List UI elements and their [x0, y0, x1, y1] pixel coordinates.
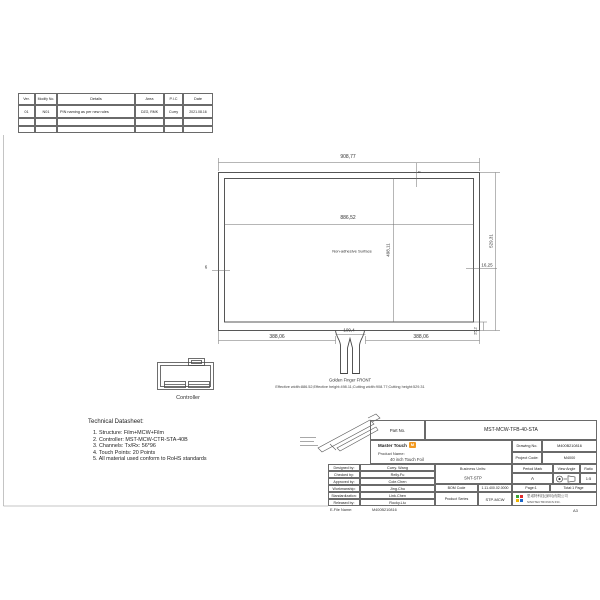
- dim-right-margin: 16,25: [481, 262, 493, 268]
- controller-sketch: [158, 359, 214, 390]
- brand-logo-icon: M: [410, 442, 415, 447]
- rev-empty: [57, 118, 135, 126]
- product-series-value: STP-MCW: [478, 492, 512, 506]
- view-angle-cell: [553, 473, 580, 484]
- signer-name: Cole.Chen: [360, 478, 435, 485]
- rev-header-ver: Ver.: [18, 93, 35, 105]
- page-value: Page:1: [512, 484, 550, 492]
- surface-label: Non-adhesive Surface: [332, 248, 372, 254]
- rev-cell-ver: 01: [18, 105, 35, 118]
- signer-label: Standardization:: [328, 492, 360, 499]
- dim-cutting-width: 908,77: [340, 154, 356, 160]
- dim-bottom-left: 388,06: [269, 334, 285, 340]
- signer-name: Curry. Wang: [360, 464, 435, 471]
- rev-empty: [57, 126, 135, 133]
- signer-name: Rocky.Liu: [360, 499, 435, 506]
- company-name-en: SINOTECTRONICS INC.: [527, 500, 561, 504]
- dim-bottom-right: 388,06: [413, 334, 429, 340]
- total-page-value: Total:1 Page: [550, 484, 597, 492]
- micro-note-bar: [300, 437, 316, 438]
- rev-cell-modify: N01: [35, 105, 57, 118]
- part-no-label: Part No.: [370, 420, 425, 440]
- rev-empty: [35, 118, 57, 126]
- rev-empty: [35, 126, 57, 133]
- rev-empty: [164, 126, 183, 133]
- dim-bottom-strip: 25,2: [472, 327, 478, 335]
- rev-cell-pic: Curry: [164, 105, 183, 118]
- rev-empty: [135, 118, 164, 126]
- rev-empty: [164, 118, 183, 126]
- signer-label: Released by:: [328, 499, 360, 506]
- dim-cutting-height: 529,31: [488, 234, 494, 248]
- golden-finger-label: Golden Finger FRONT: [328, 377, 372, 383]
- datasheet-title-text: Technical Datasheet:: [88, 419, 144, 425]
- datasheet-item: 3. Channels: Tx/Rx: 56*96: [93, 443, 156, 450]
- rev-cell-date: 2021.08.16: [183, 105, 213, 118]
- efile-label: E-File Name:: [330, 508, 353, 512]
- micro-note-bar: [300, 441, 314, 442]
- brand-row: [378, 442, 416, 448]
- rev-empty: [18, 126, 35, 133]
- rev-cell-area: DZG, RMK: [135, 105, 164, 118]
- dim-left-margin: 6: [204, 264, 208, 270]
- ratio-value: 1:5: [580, 473, 597, 484]
- rev-cell-details: PIN naming as per new rules: [57, 105, 135, 118]
- business-units-value: SNT-STP: [464, 475, 482, 481]
- datasheet-item: 4. Touch Points: 20 Points: [93, 449, 156, 456]
- business-units-label: Business Units:: [459, 467, 487, 471]
- rev-header-details: Details: [57, 93, 135, 105]
- company-name-cn: 思诺特科技(深圳)有限公司: [527, 494, 568, 498]
- datasheet-item: 2. Controller: MST-MCW-CTR-STA-40B: [93, 436, 188, 443]
- sheet-size: A3: [573, 508, 578, 513]
- project-code-value: M4000: [542, 452, 597, 464]
- signer-label: Approved by:: [328, 478, 360, 485]
- efile-value: M400B210816: [372, 508, 397, 512]
- dim-effective-width: 886,52: [340, 215, 356, 221]
- rev-header-date: Date: [183, 93, 213, 105]
- signer-name: Jing.Chu: [360, 485, 435, 492]
- dim-tail-width: 109,4: [343, 327, 355, 333]
- drawing-no-label: Drawing No.: [512, 440, 542, 452]
- rev-empty: [183, 118, 213, 126]
- controller-label: Controller: [176, 395, 200, 401]
- signer-name: Link.Chen: [360, 492, 435, 499]
- brand-name: Master Touch: [378, 442, 407, 448]
- period-mark-label: Period Mark: [512, 464, 553, 473]
- signer-label: Workmanship:: [328, 485, 360, 492]
- datasheet-item: 5. All material used conform to RoHS standards: [93, 456, 207, 463]
- ratio-label: Ratio: [580, 464, 597, 473]
- signer-label: Checked by:: [328, 471, 360, 478]
- rev-empty: [183, 126, 213, 133]
- bom-code-value: 1.11.400.02.0000: [478, 484, 512, 492]
- datasheet-title: [88, 410, 144, 428]
- product-name-label: Product Name:: [378, 451, 405, 456]
- rev-header-pic: P.I.C: [164, 93, 183, 105]
- dimensions-caption: Effective width:886.52;Effective height:498.11;Cutting width:908.77;Cutting height:529.31: [275, 385, 425, 389]
- signer-label: Designed by:: [328, 464, 360, 471]
- dim-top-margin: 6: [416, 170, 422, 174]
- project-code-label: Project Code:: [512, 452, 542, 464]
- part-no-value: MST-MCW-TFB-40-STA: [425, 420, 597, 440]
- panel-outline: [219, 170, 480, 374]
- datasheet-list: [93, 430, 207, 463]
- signer-name: Relly.Fu: [360, 471, 435, 478]
- micro-note-bar: [300, 445, 318, 446]
- rev-empty: [18, 118, 35, 126]
- datasheet-item: 1. Structure: Film+MCW+Film: [93, 430, 164, 436]
- bom-code-label: BOM Code: [435, 484, 478, 492]
- view-angle-label: View Angle: [553, 464, 580, 473]
- dim-effective-height: 498,11: [385, 243, 391, 257]
- rev-empty: [135, 126, 164, 133]
- drawing-no-value: M400B210816: [542, 440, 597, 452]
- product-name-value: 40 inch Touch Foil: [390, 457, 424, 462]
- third-angle-projection-icon: [554, 474, 578, 484]
- period-mark-value: A: [512, 473, 553, 484]
- rev-header-modify: Modify No.: [35, 93, 57, 105]
- product-series-label: Product Series: [435, 492, 478, 506]
- rev-header-area: Area: [135, 93, 164, 105]
